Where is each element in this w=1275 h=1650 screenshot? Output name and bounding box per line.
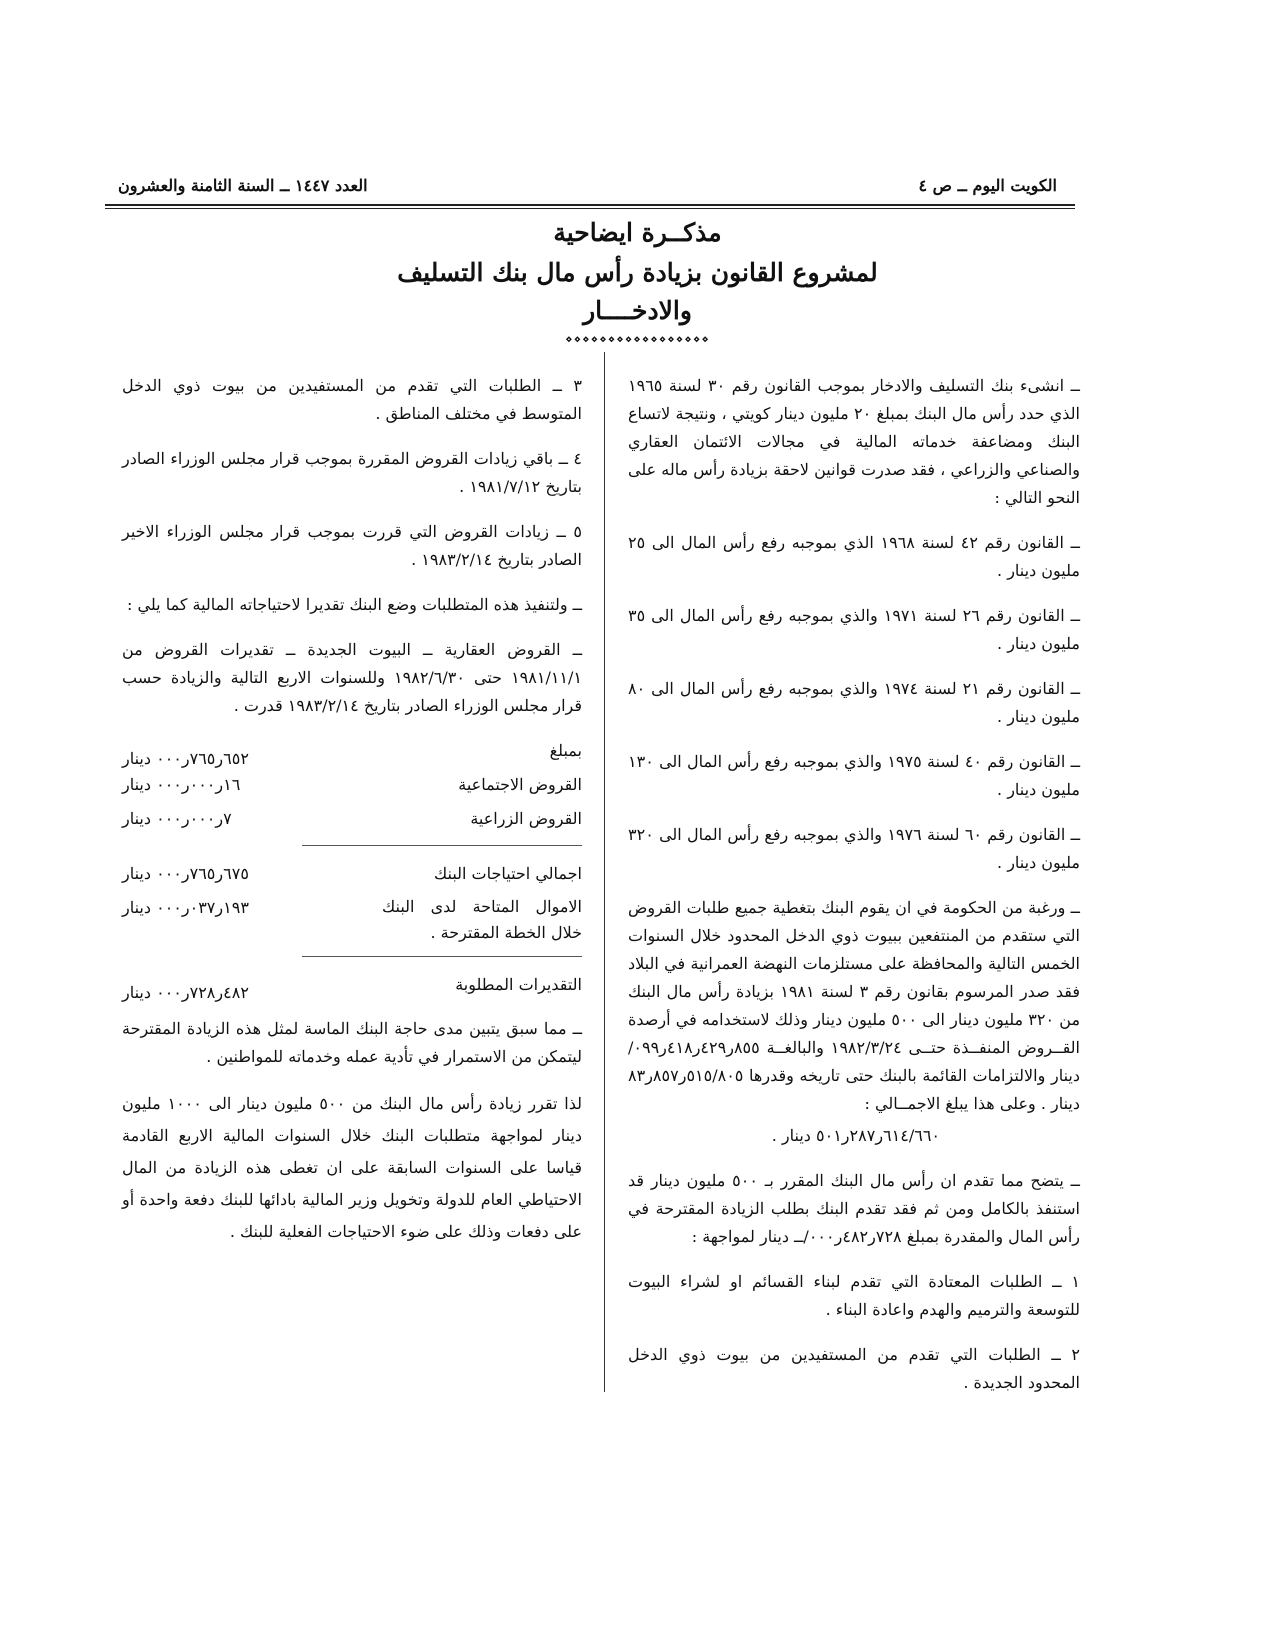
table-row <box>122 737 582 771</box>
header-issue: العدد ١٤٤٧ ــ السنة الثامنة والعشرون <box>118 176 368 195</box>
paragraph-decision: لذا تقرر زيادة رأس مال البنك من ٥٠٠ مليون دينار الى ١٠٠٠ مليون دينار لمواجهة متطلبات البنك خلال السنوات المالية الاربع القادمة قياسا على السنوات السابقة على ان تغطى هذه الزيادة من المال الاحتياطي العام للدولة وتخويل وزير المالية بادائها للبنك دفعة واحدة أو على دفعات وذلك على ضوء الاحتياجات الفعلية للبنك . <box>122 1094 583 1241</box>
paragraph-need: ــ مما سبق يتبين مدى حاجة البنك الماسة لمثل هذه الزيادة المقترحة ليتمكن من الاستمرار في تأدية عمله وخدماته للمواطنين . <box>122 1019 582 1066</box>
paragraph-law-1971: ــ القانون رقم ٢٦ لسنة ١٩٧١ والذي بموجبه رفع رأس المال الى ٣٥ مليون دينار . <box>628 606 1081 653</box>
paragraph-law-1968: ــ القانون رقم ٤٢ لسنة ١٩٦٨ الذي بموجبه رفع رأس المال الى ٢٥ مليون دينار . <box>628 533 1080 580</box>
paragraph-requirements: ــ ولتنفيذ هذه المتطلبات وضع البنك تقديرا لاحتياجاته المالية كما يلي : <box>127 595 582 614</box>
row-label: القروض الاجتماعية <box>458 775 582 794</box>
paragraph-item-4: ٤ ــ باقي زيادات القروض المقررة بموجب قرار مجلس الوزراء الصادر بتاريخ ١٩٨١/٧/١٢ . <box>122 449 582 496</box>
row-label: اجمالي احتياجات البنك <box>434 864 582 883</box>
table-row <box>122 805 582 839</box>
paragraph-item-2: ٢ ــ الطلبات التي تقدم من المستفيدين من بيوت ذوي الدخل المحدود الجديدة . <box>628 1345 1080 1392</box>
paragraph-decree-1981: ــ ورغبة من الحكومة في ان يقوم البنك بتغطية جميع طلبات القروض التي ستقدم من المنتفعين ببيوت ذوي الدخل المحدود خلال السنوات الخمس التالية والمحافظة على مستلزمات النهضة العمرانية في البلاد فقد صدر المرسوم بقانون رقم ٣ لسنة ١٩٨١ بزيادة رأس مال البنك من ٣٢٠ مليون دينار الى ٥٠٠ مليون دينار وذلك لاستخدامه في أرصدة القــروض المنفــذة حتــى ١٩٨٢/٣/٢٤ والبالغــة ٨٥٥ر٤٢٩ر٤١٨ر٠٩٩/ دينار والالتزامات القائمة بالبنك حتى تاريخه وقدرها ٥١٥/٨٠٥ر٨٥٧ر٨٣ دينار . وعلى هذا يبلغ الاجمــالي : <box>628 898 1081 1113</box>
paragraph-law-1975: ــ القانون رقم ٤٠ لسنة ١٩٧٥ والذي بموجبه رفع رأس المال الى ١٣٠ مليون دينار . <box>628 752 1080 799</box>
right-column <box>628 372 1080 1414</box>
row-amount: ٤٨٢ر٧٢٨ر٠٠٠ دينار <box>122 983 249 1002</box>
paragraph-item-1: ١ ــ الطلبات المعتادة التي تقدم لبناء القسائم او لشراء البيوت للتوسعة والترميم والهدم واعادة البناء . <box>628 1272 1080 1319</box>
paragraph-real-estate-loans: ــ القروض العقارية ــ البيوت الجديدة ــ تقديرات القروض من ١٩٨١/١١/١ حتى ١٩٨٢/٦/٣٠ وللسنوات الاربع التالية والزيادة حسب قرار مجلس الوزراء الصادر بتاريخ ١٩٨٣/٢/١٤ قدرت . <box>122 640 583 715</box>
table-rule <box>302 956 582 957</box>
table-row <box>122 894 582 950</box>
estimates-table-2 <box>122 860 582 950</box>
paragraph-capital-exhausted: ــ يتضح مما تقدم ان رأس مال البنك المقرر بـ ٥٠٠ مليون دينار قد استنفذ بالكامل ومن ثم فقد تقدم البنك بطلب الزيادة المقترحة في رأس المال والمقدرة بمبلغ ٧٢٨ر٤٨٢ر٠٠٠/ــ دينار لمواجهة : <box>628 1171 1080 1246</box>
row-amount: ٧ر٠٠٠ر٠٠٠ دينار <box>122 809 232 828</box>
header-rule-thin <box>105 208 1075 209</box>
row-amount: ١٦ر٠٠٠ر٠٠٠ دينار <box>122 775 241 794</box>
title-line-2: لمشروع القانون بزيادة رأس مال بنك التسليف <box>397 258 878 287</box>
row-label: التقديرات المطلوبة <box>455 975 582 994</box>
table-row <box>122 971 582 1015</box>
paragraph-law-1974: ــ القانون رقم ٢١ لسنة ١٩٧٤ والذي بموجبه رفع رأس المال الى ٨٠ مليون دينار . <box>628 679 1081 726</box>
title-ornament: ⋄⋄⋄⋄⋄⋄⋄⋄⋄⋄⋄⋄⋄⋄⋄⋄⋄ <box>565 332 710 346</box>
paragraph-law-1976: ــ القانون رقم ٦٠ لسنة ١٩٧٦ والذي بموجبه رفع رأس المال الى ٣٢٠ مليون دينار . <box>628 825 1080 872</box>
paragraph-item-3: ٣ ــ الطلبات التي تقدم من المستفيدين من بيوت ذوي الدخل المتوسط في مختلف المناطق . <box>122 376 582 423</box>
estimates-table-1 <box>122 737 582 839</box>
paragraph-intro: ــ انشىء بنك التسليف والادخار بموجب القانون رقم ٣٠ لسنة ١٩٦٥ الذي حدد رأس مال البنك بمبلغ ٢٠ مليون دينار كويتي ، ونتيجة لاتساع البنك ومضاعفة خدماته المالية في مجالات الائتمان العقاري والصناعي والزراعي ، فقد صدرت قوانين لاحقة بزيادة رأس ماله على النحو التالي : <box>628 376 1081 507</box>
header-publication: الكويت اليوم ــ ص ٤ <box>918 176 1057 195</box>
row-label: القروض الزراعية <box>470 809 582 828</box>
table-row <box>122 860 582 894</box>
table-rule <box>302 845 582 846</box>
row-amount: ٦٧٥ر٧٦٥ر٠٠٠ دينار <box>122 864 249 883</box>
paragraph-item-5: ٥ ــ زيادات القروض التي قررت بموجب قرار مجلس الوزراء الاخير الصادر بتاريخ ١٩٨٣/٢/١٤ . <box>122 522 582 569</box>
row-label: بمبلغ <box>549 741 582 760</box>
left-column <box>122 372 582 1265</box>
column-divider <box>604 352 605 1392</box>
row-amount: ١٩٣ر٠٣٧ر٠٠٠ دينار <box>122 898 249 917</box>
title-line-1: مذكــرة ايضاحية <box>553 218 722 247</box>
header-rule <box>105 204 1075 206</box>
title-line-3: والادخــــار <box>583 296 692 325</box>
total-amount: ٦١٤/٦٦٠ر٢٨٧ر٥٠١ دينار . <box>771 1126 940 1145</box>
row-label: الاموال المتاحة لدى البنك خلال الخطة المقترحة . <box>382 897 582 942</box>
row-amount: ٦٥٢ر٧٦٥ر٠٠٠ دينار <box>122 749 249 768</box>
estimates-table-3 <box>122 971 582 1015</box>
table-row <box>122 771 582 805</box>
